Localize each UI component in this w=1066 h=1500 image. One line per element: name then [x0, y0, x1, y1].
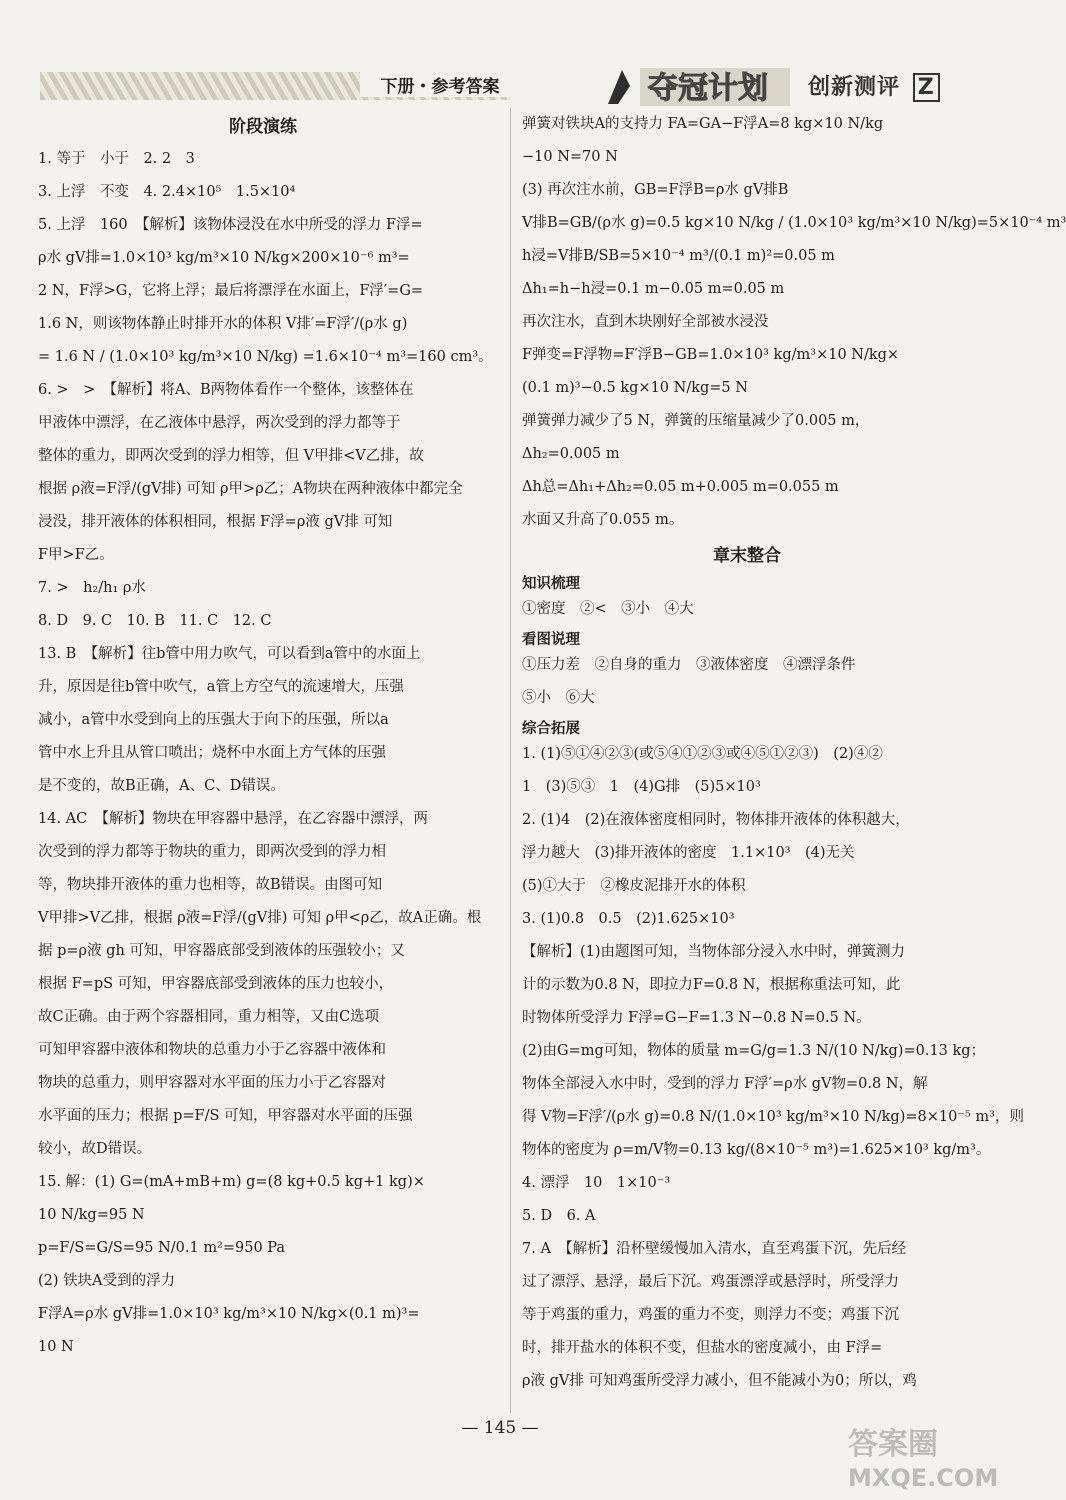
- watermark-line1: 答案圈: [848, 1427, 938, 1462]
- logo-mark: Z: [913, 73, 940, 102]
- answer-line: p=F/S=G/S=95 N/0.1 m²=950 Pa: [38, 1240, 286, 1256]
- answer-line: 5. D 6. A: [522, 1208, 596, 1224]
- answer-line: 1. (1)⑤①④②③(或⑤④①②③或④⑤①②③) (2)④②: [522, 746, 883, 762]
- answer-line: 整体的重力，即两次受到的浮力相等，但 V甲排<V乙排，故: [38, 448, 424, 464]
- answer-line: 等，物块排开液体的重力也相等，故B错误。由图可知: [38, 877, 383, 893]
- page-number: — 145 —: [461, 1418, 539, 1438]
- answer-line: 浸没，排开液体的体积相同，根据 F浮=ρ液 gV排 可知: [38, 514, 393, 530]
- logo-subtitle-wrap: [808, 70, 940, 102]
- left-column: [38, 108, 493, 1364]
- answer-line: 2. (1)4 (2)在液体密度相同时，物体排开液体的体积越大，: [522, 812, 910, 828]
- subsection-heading: 知识梳理: [522, 576, 580, 592]
- answer-line: 1.6 N，则该物体静止时排开水的体积 V排′=F浮′/(ρ水 g): [38, 316, 408, 332]
- answer-line: Δh₂=0.005 m: [522, 446, 620, 462]
- answer-line: 水平面的压力；根据 p=F/S 可知，甲容器对水平面的压强: [38, 1108, 413, 1124]
- answer-line: h浸=V排B/SB=5×10⁻⁴ m³/(0.1 m)²=0.05 m: [522, 248, 835, 264]
- answer-line: 据 p=ρ液 gh 可知，甲容器底部受到液体的压强较小；又: [38, 943, 405, 959]
- answer-line: 过了漂浮、悬浮，最后下沉。鸡蛋漂浮或悬浮时，所受浮力: [522, 1274, 899, 1290]
- answer-line: V排B=GB/(ρ水 g)=0.5 kg×10 N/kg / (1.0×10³ kg/m³×10 N/kg)=5×10⁻⁴ m³: [522, 215, 1066, 231]
- answer-line: ρ水 gV排=1.0×10³ kg/m³×10 N/kg×200×10⁻⁶ m³=: [38, 250, 410, 266]
- answer-line: 甲液体中漂浮，在乙液体中悬浮，两次受到的浮力都等于: [38, 415, 401, 431]
- answer-line: 计的示数为0.8 N，即拉力F=0.8 N，根据称重法可知，此: [522, 977, 901, 993]
- section-heading: 阶段演练: [229, 117, 297, 137]
- answer-line: 时物体所受浮力 F浮=G−F=1.3 N−0.8 N=0.5 N。: [522, 1010, 871, 1026]
- logo: [600, 64, 810, 110]
- answer-line: F浮A=ρ水 gV排=1.0×10³ kg/m³×10 N/kg×(0.1 m)³=: [38, 1306, 420, 1322]
- answer-line: 3. (1)0.8 0.5 (2)1.625×10³: [522, 911, 735, 927]
- answer-line: 弹簧弹力减少了5 N，弹簧的压缩量减少了0.005 m，: [522, 413, 870, 429]
- answer-line: 15. 解：(1) G=(mA+mB+m) g=(8 kg+0.5 kg+1 kg)×: [38, 1174, 425, 1190]
- answer-line: 水面又升高了0.055 m。: [522, 512, 684, 528]
- answer-line: 3. 上浮 不变 4. 2.4×10⁵ 1.5×10⁴: [38, 184, 296, 200]
- answer-line: 次受到的浮力都等于物块的重力，即两次受到的浮力相: [38, 844, 386, 860]
- answer-line: 等于鸡蛋的重力，鸡蛋的重力不变，则浮力不变；鸡蛋下沉: [522, 1307, 899, 1323]
- answer-line: 10 N: [38, 1339, 74, 1355]
- header-title: 下册・参考答案: [360, 72, 520, 97]
- answer-line: 13. B 【解析】往b管中用力吹气，可以看到a管中的水面上: [38, 646, 421, 662]
- answer-line: 5. 上浮 160 【解析】该物体浸没在水中所受的浮力 F浮=: [38, 217, 423, 233]
- answer-line: 10 N/kg=95 N: [38, 1207, 145, 1223]
- answer-line: 浮力越大 (3)排开液体的密度 1.1×10³ (4)无关: [522, 845, 855, 861]
- answer-line: −10 N=70 N: [522, 149, 618, 165]
- answer-line: 7. A 【解析】沿杯壁缓慢加入清水，直至鸡蛋下沉，先后经: [522, 1241, 907, 1257]
- answer-line: (2)由G=mg可知，物体的质量 m=G/g=1.3 N/(10 N/kg)=0.13 kg；: [522, 1043, 986, 1059]
- answer-line: 7. > h₂/h₁ ρ水: [38, 580, 146, 596]
- answer-line: 较小，故D错误。: [38, 1141, 152, 1157]
- subsection-heading: 综合拓展: [522, 721, 580, 737]
- answer-line: 4. 漂浮 10 1×10⁻³: [522, 1175, 671, 1191]
- answer-line: 物体全部浸入水中时，受到的浮力 F浮′=ρ水 gV物=0.8 N，解: [522, 1076, 928, 1092]
- answer-line: 是不变的，故B正确，A、C、D错误。: [38, 778, 285, 794]
- answer-line: 物体的密度为 ρ=m/V物=0.13 kg/(8×10⁻⁵ m³)=1.625×10³ kg/m³。: [522, 1142, 991, 1158]
- logo-subtitle: 创新测评: [808, 75, 901, 100]
- watermark-line2: MXQE.COM: [848, 1464, 999, 1492]
- answer-line: 减小，a管中水受到向上的压强大于向下的压强，所以a: [38, 712, 389, 728]
- answer-line: ①压力差 ②自身的重力 ③液体密度 ④漂浮条件: [522, 657, 856, 673]
- answer-line: Δh₁=h−h浸=0.1 m−0.05 m=0.05 m: [522, 281, 785, 297]
- answer-line: ρ液 gV排 可知鸡蛋所受浮力减小，但不能减小为0；所以，鸡: [522, 1373, 917, 1389]
- answer-line: 再次注水，直到木块刚好全部被水浸没: [522, 314, 769, 330]
- answer-line: (3) 再次注水前，GB=F浮B=ρ水 gV排B: [522, 182, 789, 198]
- answer-line: 根据 ρ液=F浮/(gV排) 可知 ρ甲>ρ乙；A物块在两种液体中都完全: [38, 481, 463, 497]
- answer-line: Δh总=Δh₁+Δh₂=0.05 m+0.005 m=0.055 m: [522, 479, 839, 495]
- answer-line: 弹簧对铁块A的支持力 FA=GA−F浮A=8 kg×10 N/kg: [522, 116, 884, 132]
- subsection-heading: 看图说理: [522, 632, 580, 648]
- section-heading: 章末整合: [713, 546, 781, 566]
- answer-line: V甲排>V乙排，根据 ρ液=F浮/(gV排) 可知 ρ甲<ρ乙，故A正确。根: [38, 910, 482, 926]
- answer-line: 8. D 9. C 10. B 11. C 12. C: [38, 613, 272, 629]
- answer-line: 2 N，F浮>G，它将上浮；最后将漂浮在水面上，F浮′=G=: [38, 283, 424, 299]
- answer-line: ①密度 ②< ③小 ④大: [522, 601, 694, 617]
- answer-line: 得 V物=F浮′/(ρ水 g)=0.8 N/(1.0×10³ kg/m³×10 N/kg)=8×10⁻⁵ m³，则: [522, 1109, 1024, 1125]
- answer-line: 【解析】(1)由题图可知，当物体部分浸入水中时，弹簧测力: [522, 944, 906, 960]
- answer-line: = 1.6 N / (1.0×10³ kg/m³×10 N/kg) =1.6×10⁻⁴ m³=160 cm³。: [38, 349, 493, 365]
- answer-line: 1. 等于 小于 2. 2 3: [38, 151, 195, 167]
- answer-line: F弹变=F浮物=F′浮B−GB=1.0×10³ kg/m³×10 N/kg×: [522, 347, 900, 363]
- answer-line: 14. AC 【解析】物块在甲容器中悬浮，在乙容器中漂浮，两: [38, 811, 428, 827]
- answer-line: (5)①大于 ②橡皮泥排开水的体积: [522, 878, 746, 894]
- answer-line: 升，原因是往b管中吹气，a管上方空气的流速增大，压强: [38, 679, 404, 695]
- answer-line: 根据 F=pS 可知，甲容器底部受到液体的压力也较小，: [38, 976, 394, 992]
- answer-line: (0.1 m)³−0.5 kg×10 N/kg=5 N: [522, 380, 748, 396]
- answer-line: 时，排开盐水的体积不变，但盐水的密度减小，由 F浮=: [522, 1340, 883, 1356]
- answer-line: 管中水上升且从管口喷出；烧杯中水面上方气体的压强: [38, 745, 386, 761]
- answer-line: 可知甲容器中液体和物块的总重力小于乙容器中液体和: [38, 1042, 386, 1058]
- watermark-logo: [840, 1420, 999, 1495]
- answer-line: 故C正确。由于两个容器相同，重力相等，又由C选项: [38, 1009, 380, 1025]
- answer-line: (2) 铁块A受到的浮力: [38, 1273, 176, 1289]
- answer-line: 1 (3)⑤③ 1 (4)G排 (5)5×10³: [522, 779, 761, 795]
- answer-line: ⑤小 ⑥大: [522, 690, 595, 706]
- logo-text: 夺冠计划: [648, 71, 768, 106]
- answer-line: 6. > > 【解析】将A、B两物体看作一个整体，该整体在: [38, 382, 414, 398]
- answer-line: F甲>F乙。: [38, 547, 114, 563]
- right-column: [522, 108, 1066, 1398]
- answer-line: 物块的总重力，则甲容器对水平面的压力小于乙容器对: [38, 1075, 386, 1091]
- column-divider: [510, 108, 511, 1413]
